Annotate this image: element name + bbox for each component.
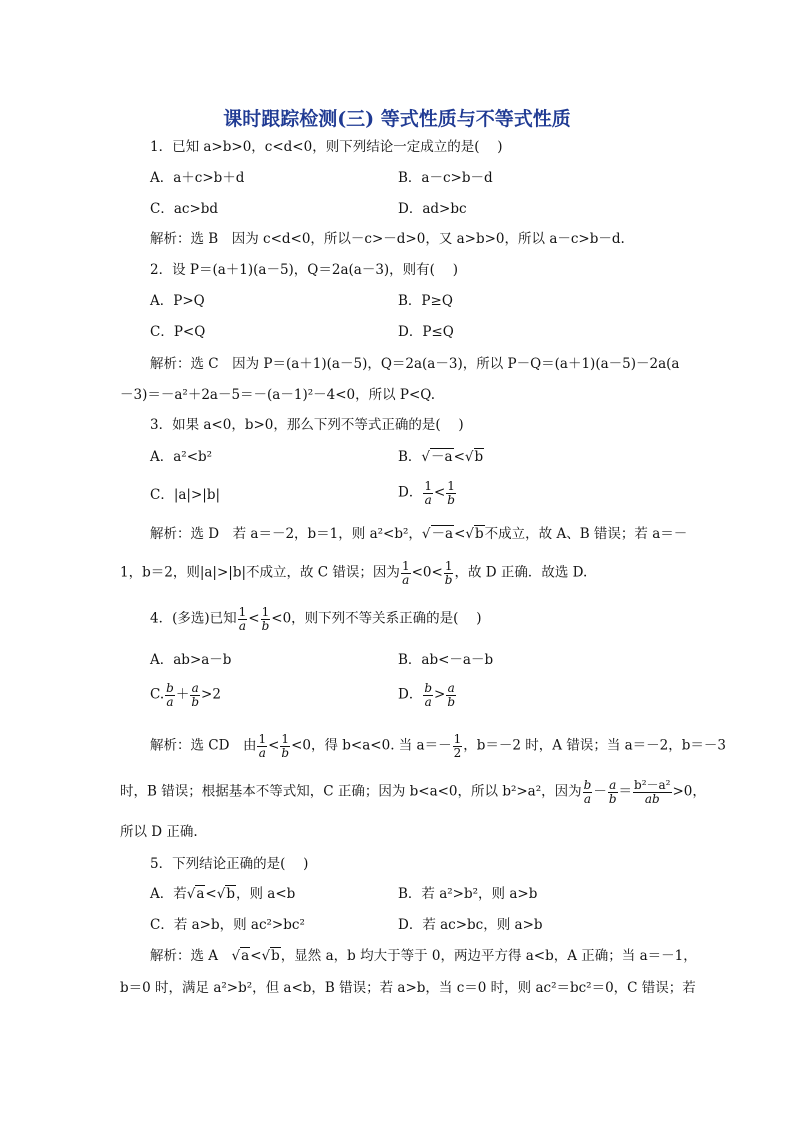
question-4-solution-line-2: 时，B 错误；根据基本不等式知，C 正确；因为 b<a<0，所以 b²>a²，因为 $\frac{b}{a}$ － $\frac{a}{b}$ ＝ $\frac{\text{b²－a²}}{ab}$ >0， — [120, 778, 706, 806]
question-5-option-c: C．若 a>b，则 ac²>bc² — [150, 917, 305, 933]
sqrt-neg-a: √－a — [421, 526, 454, 542]
question-4-option-a: A．ab>a－b — [150, 652, 232, 668]
question-5-solution-line-2: b＝0 时，满足 a²>b²，但 a<b，B 错误；若 a>b，当 c＝0 时，则 ac²＝bc²＝0，C 错误；若 — [120, 980, 696, 996]
question-4-solution-line-1: 解析：选 CD 由 $\frac{1}{a}$ < $\frac{1}{b}$ <0，得 b<a<0. 当 a＝－ $\frac{1}{2}$ ，b＝－2 时，A 错误；当 a＝－2，b＝－3 — [150, 732, 726, 760]
less-than: < — [433, 484, 446, 501]
question-1-option-b: B．a－c>b－d — [398, 170, 493, 186]
fraction-1-over-a: $\frac{1}{a}$ — [238, 605, 247, 633]
sqrt-b: √b — [261, 948, 280, 964]
fraction-1-over-a: $\frac{1}{a}$ — [424, 479, 432, 507]
question-4-option-c: C. $\frac{b}{a}$ ＋ $\frac{a}{b}$ >2 — [150, 681, 221, 709]
question-5-solution-line-1: 解析：选 A √a<√b，显然 a，b 均大于等于 0，两边平方得 a<b，A 正确；当 a＝－1， — [150, 948, 697, 964]
question-2-option-a: A．P>Q — [150, 293, 205, 309]
question-1-stem: 1．已知 a>b>0，c<d<0，则下列结论一定成立的是( ) — [150, 139, 503, 155]
question-3-solution-line-2: 1，b＝2，则|a|>|b|不成立，故 C 错误；因为 $\frac{1}{a}$ <0< $\frac{1}{b}$ ，故 D 正确．故选 D. — [120, 559, 588, 587]
sqrt-b: √b — [464, 449, 484, 465]
question-3-option-c: C．|a|>|b| — [150, 487, 221, 503]
fraction-b-over-a: $\frac{b}{a}$ — [583, 778, 592, 806]
fraction-a-over-b: $\frac{a}{b}$ — [608, 778, 617, 806]
question-3-option-d — [398, 480, 457, 506]
question-3-solution-line-1: 解析：选 D 若 a＝－2，b＝1，则 a²<b²，√－a<√b不成立，故 A、B 错误；若 a＝－ — [150, 526, 688, 542]
question-1-solution: 解析：选 B 因为 c<d<0，所以－c>－d>0，又 a>b>0，所以 a－c>b－d. — [150, 231, 625, 247]
fraction-a-over-b: $\frac{a}{b}$ — [447, 681, 456, 709]
sqrt-a: √a — [231, 948, 250, 964]
question-2-option-d: D．P≤Q — [398, 324, 454, 340]
fraction-1-over-b: $\frac{1}{b}$ — [447, 479, 455, 507]
question-5-option-b: B．若 a²>b²，则 a>b — [398, 886, 538, 902]
fraction-1-over-2: $\frac{1}{2}$ — [453, 732, 462, 760]
fraction-1-over-b: $\frac{1}{b}$ — [444, 559, 453, 587]
question-2-option-c: C．P<Q — [150, 324, 206, 340]
question-1-option-a: A．a＋c>b＋d — [150, 170, 245, 186]
question-1-option-c: C．ac>bd — [150, 201, 219, 217]
page-title: 课时跟踪检测(三) 等式性质与不等式性质 — [223, 108, 571, 130]
option-b-label: B． — [398, 449, 422, 465]
question-4-solution-line-3: 所以 D 正确. — [120, 824, 198, 840]
fraction-b-over-a: $\frac{b}{a}$ — [424, 681, 433, 709]
question-4-stem: 4．(多选)已知 $\frac{1}{a}$ < $\frac{1}{b}$ <0，则下列不等关系正确的是( ) — [150, 605, 482, 633]
question-3-option-b — [398, 451, 484, 465]
question-2-option-b: B．P≥Q — [398, 293, 453, 309]
question-4-option-b: B．ab<－a－b — [398, 652, 494, 668]
question-3-stem: 3．如果 a<0，b>0，那么下列不等式正确的是( ) — [150, 417, 464, 433]
fraction-b-over-a: $\frac{b}{a}$ — [166, 681, 174, 709]
question-3-option-a: A．a²<b² — [150, 449, 213, 465]
question-4-option-d: D． $\frac{b}{a}$ > $\frac{a}{b}$ — [398, 681, 456, 709]
fraction-1-over-a: $\frac{1}{a}$ — [258, 732, 267, 760]
sqrt-b: √b — [465, 526, 484, 542]
fraction-1-over-b: $\frac{1}{b}$ — [261, 605, 270, 633]
question-1-option-d: D．ad>bc — [398, 201, 467, 217]
fraction-1-over-b: $\frac{1}{b}$ — [281, 732, 290, 760]
question-5-option-a: A．若√a<√b，则 a<b — [150, 886, 296, 902]
question-2-stem: 2．设 P＝(a＋1)(a－5)，Q＝2a(a－3)，则有( ) — [150, 262, 459, 278]
question-2-solution-line-1: 解析：选 C 因为 P＝(a＋1)(a－5)，Q＝2a(a－3)，所以 P－Q＝(a＋1)(a－5)－2a(a — [150, 356, 680, 372]
sqrt-neg-a: √－a — [421, 449, 453, 465]
question-2-solution-line-2: －3)＝－a²＋2a－5＝－(a－1)²－4<0，所以 P<Q. — [120, 387, 435, 403]
option-d-label: D． — [398, 484, 423, 501]
less-than: < — [453, 449, 465, 465]
sqrt-b: √b — [216, 886, 235, 902]
question-5-option-d: D．若 ac>bc，则 a>b — [398, 917, 543, 933]
fraction-b2-minus-a2-over-ab: $\frac{\text{b²－a²}}{ab}$ — [634, 778, 671, 806]
sqrt-a: √a — [186, 886, 205, 902]
fraction-a-over-b: $\frac{a}{b}$ — [191, 681, 200, 709]
question-5-stem: 5．下列结论正确的是( ) — [150, 856, 309, 872]
fraction-1-over-a: $\frac{1}{a}$ — [401, 559, 410, 587]
